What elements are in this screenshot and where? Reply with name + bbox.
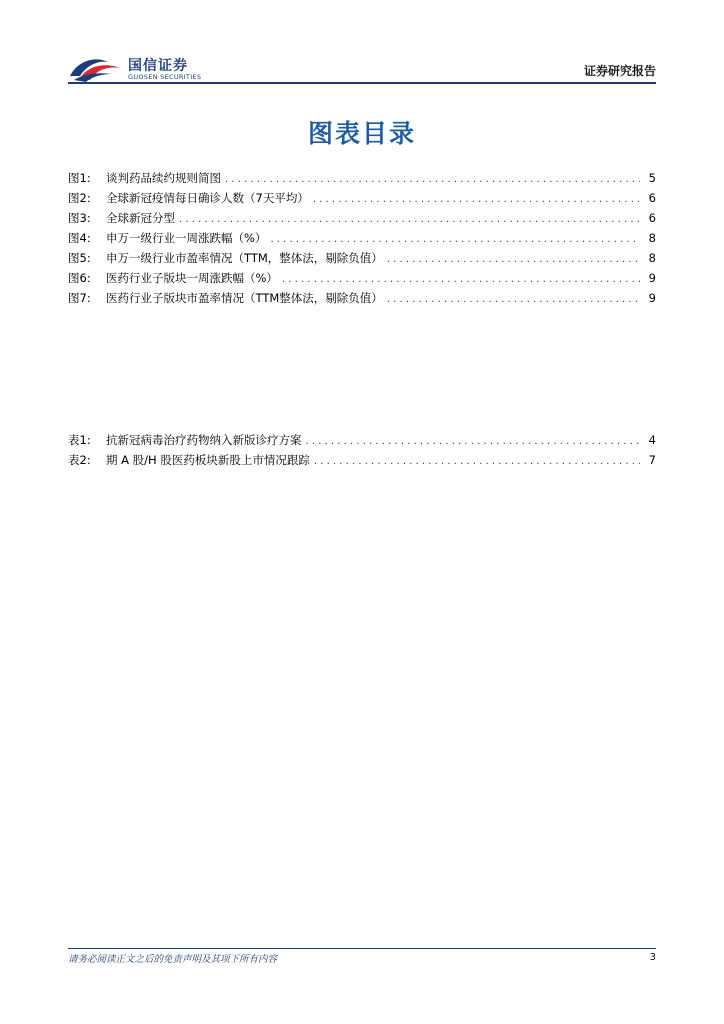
dot-leader: [313, 194, 640, 205]
figure-entry-title[interactable]: 谈判药品续约规则简图: [106, 171, 221, 185]
figure-toc-list: [68, 170, 656, 310]
page-number: 3: [649, 952, 656, 963]
figure-entry[interactable]: [68, 210, 656, 230]
figure-entry-title[interactable]: 全球新冠分型: [106, 211, 175, 225]
dot-leader: [282, 274, 640, 285]
figure-entry[interactable]: [68, 170, 656, 190]
dot-leader: [270, 234, 640, 245]
figure-entry[interactable]: [68, 230, 656, 250]
figure-entry-page: 9: [648, 291, 656, 305]
figure-entry-label: 图2:: [68, 191, 91, 205]
footer-divider: [68, 948, 656, 949]
dot-leader: [314, 456, 640, 467]
dot-leader: [179, 214, 640, 225]
figure-entry-title[interactable]: 申万一级行业一周涨跌幅（%）: [106, 231, 267, 245]
figure-entry[interactable]: [68, 270, 656, 290]
logo-chinese-name: 国信证券: [128, 58, 188, 74]
page-header: [68, 52, 656, 86]
figure-entry[interactable]: [68, 190, 656, 210]
figure-entry-title[interactable]: 申万一级行业市盈率情况（TTM，整体法，剔除负值）: [106, 251, 383, 265]
report-type-label: 证券研究报告: [583, 64, 656, 78]
figure-entry-page: 8: [648, 251, 656, 265]
figure-entry-page: 9: [648, 271, 656, 285]
figure-entry[interactable]: [68, 290, 656, 310]
table-toc-list: [68, 432, 656, 472]
figure-entry-page: 6: [648, 211, 656, 225]
figure-entry-label: 图4:: [68, 231, 91, 245]
figure-entry-label: 图7:: [68, 291, 91, 305]
table-entry-title[interactable]: 抗新冠病毒治疗药物纳入新版诊疗方案: [106, 433, 302, 447]
guosen-logo-icon: [68, 54, 124, 82]
table-entry[interactable]: [68, 452, 656, 472]
guosen-logo: [68, 52, 208, 86]
figure-entry-title[interactable]: 全球新冠疫情每日确诊人数（7天平均）: [106, 191, 309, 205]
table-entry-label: 表2:: [68, 453, 91, 467]
dot-leader: [387, 294, 640, 305]
figure-entry-label: 图3:: [68, 211, 91, 225]
table-entry[interactable]: [68, 432, 656, 452]
table-entry-label: 表1:: [68, 433, 91, 447]
dot-leader: [306, 436, 641, 447]
figure-entry-page: 5: [648, 171, 656, 185]
footer-disclaimer: 请务必阅读正文之后的免责声明及其项下所有内容: [68, 954, 278, 965]
figure-entry-page: 8: [648, 231, 656, 245]
logo-english-name: GUOSEN SECURITIES: [128, 73, 202, 81]
table-entry-title[interactable]: 期 A 股/H 股医药板块新股上市情况跟踪: [106, 453, 310, 467]
header-divider: [68, 82, 656, 84]
figure-entry-label: 图1:: [68, 171, 91, 185]
dot-leader: [225, 174, 640, 185]
figure-entry-label: 图6:: [68, 271, 91, 285]
toc-title: 图表目录: [307, 119, 416, 148]
dot-leader: [387, 254, 640, 265]
figure-entry-title[interactable]: 医药行业子版块市盈率情况（TTM整体法，剔除负值）: [106, 291, 383, 305]
figure-entry-label: 图5:: [68, 251, 91, 265]
table-entry-page: 4: [648, 433, 656, 447]
figure-entry-page: 6: [648, 191, 656, 205]
figure-entry-title[interactable]: 医药行业子版块一周涨跌幅（%）: [106, 271, 278, 285]
figure-entry[interactable]: [68, 250, 656, 270]
table-entry-page: 7: [648, 453, 656, 467]
